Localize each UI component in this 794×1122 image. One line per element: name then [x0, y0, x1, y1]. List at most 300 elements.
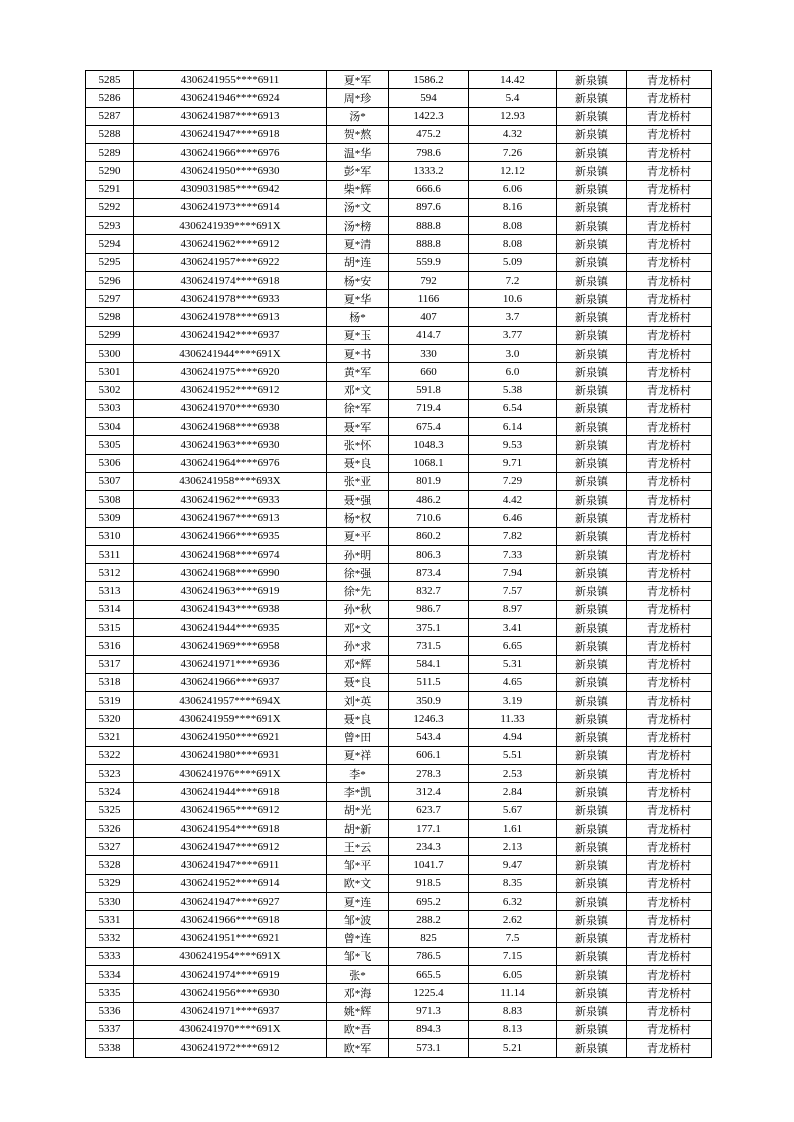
table-body: [86, 71, 712, 1058]
table-cell: 5300: [86, 344, 134, 362]
table-cell: 10.6: [469, 290, 557, 308]
table-cell: 青龙桥村: [627, 655, 712, 673]
table-cell: 新泉镇: [557, 746, 627, 764]
table-cell: 5.21: [469, 1039, 557, 1058]
table-cell: 新泉镇: [557, 728, 627, 746]
table-cell: 7.33: [469, 545, 557, 563]
table-cell: 5332: [86, 929, 134, 947]
table-cell: 新泉镇: [557, 892, 627, 910]
table-cell: 7.82: [469, 527, 557, 545]
table-cell: 543.4: [389, 728, 469, 746]
table-cell: 青龙桥村: [627, 856, 712, 874]
table-cell: 5319: [86, 692, 134, 710]
table-cell: 新泉镇: [557, 363, 627, 381]
table-row: [86, 1002, 712, 1020]
table-cell: 6.54: [469, 399, 557, 417]
table-cell: 4306241950****6921: [134, 728, 327, 746]
table-cell: 新泉镇: [557, 856, 627, 874]
table-cell: 青龙桥村: [627, 1039, 712, 1058]
table-cell: 欧*军: [327, 1039, 389, 1058]
table-cell: 青龙桥村: [627, 545, 712, 563]
table-cell: 288.2: [389, 911, 469, 929]
table-cell: 新泉镇: [557, 89, 627, 107]
table-cell: 青龙桥村: [627, 1020, 712, 1038]
table-row: [86, 838, 712, 856]
table-cell: 695.2: [389, 892, 469, 910]
table-cell: 792: [389, 271, 469, 289]
table-cell: 375.1: [389, 618, 469, 636]
table-cell: 新泉镇: [557, 911, 627, 929]
table-row: [86, 783, 712, 801]
table-cell: 4306241971****6936: [134, 655, 327, 673]
table-cell: 新泉镇: [557, 271, 627, 289]
table-cell: 5328: [86, 856, 134, 874]
table-cell: 新泉镇: [557, 125, 627, 143]
table-cell: 5.51: [469, 746, 557, 764]
table-cell: 5296: [86, 271, 134, 289]
table-cell: 897.6: [389, 198, 469, 216]
table-cell: 4306241955****6911: [134, 71, 327, 89]
table-row: [86, 1020, 712, 1038]
table-row: [86, 655, 712, 673]
table-row: [86, 673, 712, 691]
table-cell: 4306241968****6990: [134, 564, 327, 582]
table-cell: 新泉镇: [557, 966, 627, 984]
table-row: [86, 491, 712, 509]
table-cell: 张*怀: [327, 436, 389, 454]
table-cell: 5.38: [469, 381, 557, 399]
table-cell: 李*: [327, 765, 389, 783]
table-row: [86, 929, 712, 947]
table-cell: 5.4: [469, 89, 557, 107]
table-cell: 聂*良: [327, 710, 389, 728]
table-cell: 4306241939****691X: [134, 217, 327, 235]
table-cell: 5330: [86, 892, 134, 910]
table-cell: 786.5: [389, 947, 469, 965]
table-cell: 杨*权: [327, 509, 389, 527]
table-cell: 4306241962****6912: [134, 235, 327, 253]
table-cell: 青龙桥村: [627, 600, 712, 618]
table-cell: 2.62: [469, 911, 557, 929]
table-cell: 5337: [86, 1020, 134, 1038]
table-cell: 894.3: [389, 1020, 469, 1038]
table-cell: 731.5: [389, 637, 469, 655]
table-cell: 5292: [86, 198, 134, 216]
table-cell: 2.13: [469, 838, 557, 856]
table-cell: 8.13: [469, 1020, 557, 1038]
table-cell: 胡*连: [327, 253, 389, 271]
table-row: [86, 618, 712, 636]
table-cell: 5304: [86, 418, 134, 436]
table-row: [86, 326, 712, 344]
table-cell: 4306241957****6922: [134, 253, 327, 271]
table-cell: 4306241980****6931: [134, 746, 327, 764]
table-cell: 6.06: [469, 180, 557, 198]
table-cell: 5336: [86, 1002, 134, 1020]
table-cell: 新泉镇: [557, 947, 627, 965]
table-cell: 475.2: [389, 125, 469, 143]
table-cell: 8.08: [469, 235, 557, 253]
table-cell: 591.8: [389, 381, 469, 399]
table-cell: 新泉镇: [557, 710, 627, 728]
table-cell: 新泉镇: [557, 308, 627, 326]
table-cell: 5.67: [469, 801, 557, 819]
table-cell: 2.84: [469, 783, 557, 801]
table-cell: 新泉镇: [557, 564, 627, 582]
table-cell: 6.65: [469, 637, 557, 655]
table-cell: 4306241970****6930: [134, 399, 327, 417]
table-row: [86, 344, 712, 362]
table-cell: 584.1: [389, 655, 469, 673]
table-cell: 柴*辉: [327, 180, 389, 198]
table-cell: 5326: [86, 819, 134, 837]
table-cell: 新泉镇: [557, 819, 627, 837]
table-cell: 青龙桥村: [627, 71, 712, 89]
table-cell: 青龙桥村: [627, 692, 712, 710]
table-cell: 888.8: [389, 235, 469, 253]
table-row: [86, 1039, 712, 1058]
table-row: [86, 253, 712, 271]
table-cell: 邓*辉: [327, 655, 389, 673]
table-cell: 4306241987****6913: [134, 107, 327, 125]
table-cell: 青龙桥村: [627, 710, 712, 728]
table-cell: 新泉镇: [557, 1002, 627, 1020]
table-cell: 4306241974****6918: [134, 271, 327, 289]
table-cell: 青龙桥村: [627, 271, 712, 289]
table-cell: 胡*新: [327, 819, 389, 837]
table-cell: 曾*田: [327, 728, 389, 746]
table-cell: 青龙桥村: [627, 381, 712, 399]
table-cell: 278.3: [389, 765, 469, 783]
table-cell: 青龙桥村: [627, 929, 712, 947]
table-cell: 夏*华: [327, 290, 389, 308]
table-cell: 5293: [86, 217, 134, 235]
table-cell: 623.7: [389, 801, 469, 819]
table-row: [86, 125, 712, 143]
table-cell: 欧*吾: [327, 1020, 389, 1038]
table-cell: 8.35: [469, 874, 557, 892]
table-cell: 4306241947****6911: [134, 856, 327, 874]
table-cell: 5311: [86, 545, 134, 563]
table-row: [86, 162, 712, 180]
table-cell: 5320: [86, 710, 134, 728]
table-cell: 新泉镇: [557, 1020, 627, 1038]
table-cell: 青龙桥村: [627, 290, 712, 308]
table-cell: 黄*军: [327, 363, 389, 381]
table-cell: 4.94: [469, 728, 557, 746]
table-row: [86, 89, 712, 107]
table-cell: 798.6: [389, 144, 469, 162]
table-cell: 青龙桥村: [627, 673, 712, 691]
table-cell: 青龙桥村: [627, 892, 712, 910]
table-cell: 邹*波: [327, 911, 389, 929]
table-cell: 4306241975****6920: [134, 363, 327, 381]
table-row: [86, 765, 712, 783]
table-cell: 4306241963****6919: [134, 582, 327, 600]
table-cell: 温*华: [327, 144, 389, 162]
table-cell: 4306241976****691X: [134, 765, 327, 783]
table-cell: 5331: [86, 911, 134, 929]
table-cell: 3.19: [469, 692, 557, 710]
table-row: [86, 363, 712, 381]
table-cell: 青龙桥村: [627, 819, 712, 837]
table-cell: 7.5: [469, 929, 557, 947]
table-cell: 4306241978****6913: [134, 308, 327, 326]
table-cell: 4306241972****6912: [134, 1039, 327, 1058]
table-cell: 夏*玉: [327, 326, 389, 344]
table-cell: 11.33: [469, 710, 557, 728]
table-cell: 青龙桥村: [627, 180, 712, 198]
table-row: [86, 308, 712, 326]
table-cell: 7.15: [469, 947, 557, 965]
table-cell: 夏*清: [327, 235, 389, 253]
table-cell: 杨*: [327, 308, 389, 326]
table-cell: 4306241950****6930: [134, 162, 327, 180]
table-cell: 801.9: [389, 472, 469, 490]
table-cell: 4306241952****6912: [134, 381, 327, 399]
table-cell: 5327: [86, 838, 134, 856]
table-cell: 5290: [86, 162, 134, 180]
table-cell: 新泉镇: [557, 71, 627, 89]
table-cell: 新泉镇: [557, 235, 627, 253]
table-row: [86, 527, 712, 545]
table-cell: 4306241954****6918: [134, 819, 327, 837]
table-cell: 新泉镇: [557, 253, 627, 271]
table-cell: 新泉镇: [557, 527, 627, 545]
table-cell: 6.46: [469, 509, 557, 527]
table-cell: 4306241951****6921: [134, 929, 327, 947]
table-cell: 新泉镇: [557, 454, 627, 472]
table-cell: 聂*良: [327, 673, 389, 691]
table-cell: 177.1: [389, 819, 469, 837]
table-cell: 5295: [86, 253, 134, 271]
table-cell: 青龙桥村: [627, 783, 712, 801]
table-cell: 5329: [86, 874, 134, 892]
table-cell: 青龙桥村: [627, 107, 712, 125]
table-cell: 4.42: [469, 491, 557, 509]
table-cell: 胡*光: [327, 801, 389, 819]
table-row: [86, 271, 712, 289]
table-cell: 5291: [86, 180, 134, 198]
table-cell: 5334: [86, 966, 134, 984]
table-cell: 新泉镇: [557, 582, 627, 600]
table-cell: 1068.1: [389, 454, 469, 472]
table-cell: 606.1: [389, 746, 469, 764]
table-cell: 1225.4: [389, 984, 469, 1002]
table-cell: 4306241974****6919: [134, 966, 327, 984]
table-cell: 7.2: [469, 271, 557, 289]
table-cell: 新泉镇: [557, 692, 627, 710]
table-cell: 新泉镇: [557, 600, 627, 618]
table-cell: 1166: [389, 290, 469, 308]
table-row: [86, 180, 712, 198]
table-cell: 4306241978****6933: [134, 290, 327, 308]
table-row: [86, 710, 712, 728]
table-cell: 5289: [86, 144, 134, 162]
table-cell: 4306241966****6935: [134, 527, 327, 545]
table-cell: 聂*良: [327, 454, 389, 472]
table-cell: 青龙桥村: [627, 947, 712, 965]
table-row: [86, 874, 712, 892]
table-cell: 新泉镇: [557, 472, 627, 490]
table-cell: 张*亚: [327, 472, 389, 490]
table-cell: 3.41: [469, 618, 557, 636]
table-row: [86, 564, 712, 582]
table-row: [86, 198, 712, 216]
table-cell: 周*珍: [327, 89, 389, 107]
table-row: [86, 144, 712, 162]
table-cell: 14.42: [469, 71, 557, 89]
table-cell: 407: [389, 308, 469, 326]
table-cell: 4306241947****6912: [134, 838, 327, 856]
table-cell: 4306241944****6918: [134, 783, 327, 801]
table-cell: 新泉镇: [557, 929, 627, 947]
table-cell: 4306241952****6914: [134, 874, 327, 892]
table-cell: 孙*明: [327, 545, 389, 563]
table-cell: 5307: [86, 472, 134, 490]
table-cell: 汤*榜: [327, 217, 389, 235]
table-cell: 新泉镇: [557, 783, 627, 801]
table-cell: 1246.3: [389, 710, 469, 728]
table-cell: 5309: [86, 509, 134, 527]
table-cell: 4306241968****6974: [134, 545, 327, 563]
table-cell: 1333.2: [389, 162, 469, 180]
table-cell: 350.9: [389, 692, 469, 710]
table-cell: 5286: [86, 89, 134, 107]
table-cell: 6.0: [469, 363, 557, 381]
table-cell: 3.7: [469, 308, 557, 326]
table-cell: 486.2: [389, 491, 469, 509]
table-cell: 新泉镇: [557, 545, 627, 563]
table-cell: 青龙桥村: [627, 125, 712, 143]
table-cell: 888.8: [389, 217, 469, 235]
table-cell: 青龙桥村: [627, 1002, 712, 1020]
table-row: [86, 399, 712, 417]
table-cell: 873.4: [389, 564, 469, 582]
table-cell: 邹*平: [327, 856, 389, 874]
table-cell: 新泉镇: [557, 618, 627, 636]
table-cell: 新泉镇: [557, 874, 627, 892]
table-row: [86, 107, 712, 125]
table-cell: 杨*安: [327, 271, 389, 289]
table-cell: 青龙桥村: [627, 728, 712, 746]
table-cell: 新泉镇: [557, 491, 627, 509]
table-cell: 1586.2: [389, 71, 469, 89]
table-cell: 新泉镇: [557, 180, 627, 198]
table-cell: 汤*文: [327, 198, 389, 216]
table-cell: 971.3: [389, 1002, 469, 1020]
table-cell: 234.3: [389, 838, 469, 856]
table-cell: 4306241962****6933: [134, 491, 327, 509]
table-cell: 5285: [86, 71, 134, 89]
table-row: [86, 235, 712, 253]
table-row: [86, 582, 712, 600]
table-cell: 5299: [86, 326, 134, 344]
table-cell: 1422.3: [389, 107, 469, 125]
table-cell: 9.47: [469, 856, 557, 874]
table-cell: 邹*飞: [327, 947, 389, 965]
table-cell: 新泉镇: [557, 984, 627, 1002]
table-cell: 青龙桥村: [627, 399, 712, 417]
table-cell: 7.94: [469, 564, 557, 582]
table-cell: 4306241959****691X: [134, 710, 327, 728]
table-cell: 青龙桥村: [627, 144, 712, 162]
table-cell: 4306241946****6924: [134, 89, 327, 107]
table-cell: 5338: [86, 1039, 134, 1058]
table-cell: 青龙桥村: [627, 326, 712, 344]
table-cell: 4306241969****6958: [134, 637, 327, 655]
table-cell: 5308: [86, 491, 134, 509]
table-cell: 青龙桥村: [627, 874, 712, 892]
table-cell: 5314: [86, 600, 134, 618]
table-cell: 4306241966****6976: [134, 144, 327, 162]
table-cell: 3.77: [469, 326, 557, 344]
table-cell: 新泉镇: [557, 326, 627, 344]
table-cell: 5323: [86, 765, 134, 783]
table-cell: 刘*英: [327, 692, 389, 710]
table-cell: 5.09: [469, 253, 557, 271]
table-cell: 6.14: [469, 418, 557, 436]
table-cell: 1041.7: [389, 856, 469, 874]
table-cell: 5321: [86, 728, 134, 746]
table-cell: 姚*辉: [327, 1002, 389, 1020]
table-cell: 夏*平: [327, 527, 389, 545]
table-cell: 青龙桥村: [627, 308, 712, 326]
table-cell: 5302: [86, 381, 134, 399]
table-cell: 5312: [86, 564, 134, 582]
table-cell: 张*: [327, 966, 389, 984]
table-cell: 660: [389, 363, 469, 381]
table-cell: 4306241963****6930: [134, 436, 327, 454]
table-cell: 4306241944****6935: [134, 618, 327, 636]
table-cell: 5317: [86, 655, 134, 673]
table-cell: 2.53: [469, 765, 557, 783]
table-row: [86, 819, 712, 837]
table-cell: 彭*军: [327, 162, 389, 180]
table-cell: 594: [389, 89, 469, 107]
table-cell: 5324: [86, 783, 134, 801]
table-cell: 4306241944****691X: [134, 344, 327, 362]
table-cell: 青龙桥村: [627, 966, 712, 984]
table-cell: 9.53: [469, 436, 557, 454]
table-cell: 曾*连: [327, 929, 389, 947]
table-cell: 新泉镇: [557, 765, 627, 783]
table-cell: 6.05: [469, 966, 557, 984]
table-cell: 徐*军: [327, 399, 389, 417]
table-cell: 5313: [86, 582, 134, 600]
table-cell: 夏*祥: [327, 746, 389, 764]
table-cell: 聂*军: [327, 418, 389, 436]
table-cell: 312.4: [389, 783, 469, 801]
table-cell: 4306241956****6930: [134, 984, 327, 1002]
table-cell: 4306241973****6914: [134, 198, 327, 216]
table-cell: 710.6: [389, 509, 469, 527]
table-cell: 夏*书: [327, 344, 389, 362]
table-cell: 邓*文: [327, 381, 389, 399]
table-row: [86, 947, 712, 965]
table-cell: 5298: [86, 308, 134, 326]
table-row: [86, 911, 712, 929]
table-cell: 12.12: [469, 162, 557, 180]
table-cell: 5303: [86, 399, 134, 417]
data-table: [85, 70, 712, 1058]
table-cell: 4306241947****6927: [134, 892, 327, 910]
table-cell: 719.4: [389, 399, 469, 417]
table-row: [86, 381, 712, 399]
table-row: [86, 856, 712, 874]
table-cell: 青龙桥村: [627, 637, 712, 655]
table-cell: 新泉镇: [557, 801, 627, 819]
